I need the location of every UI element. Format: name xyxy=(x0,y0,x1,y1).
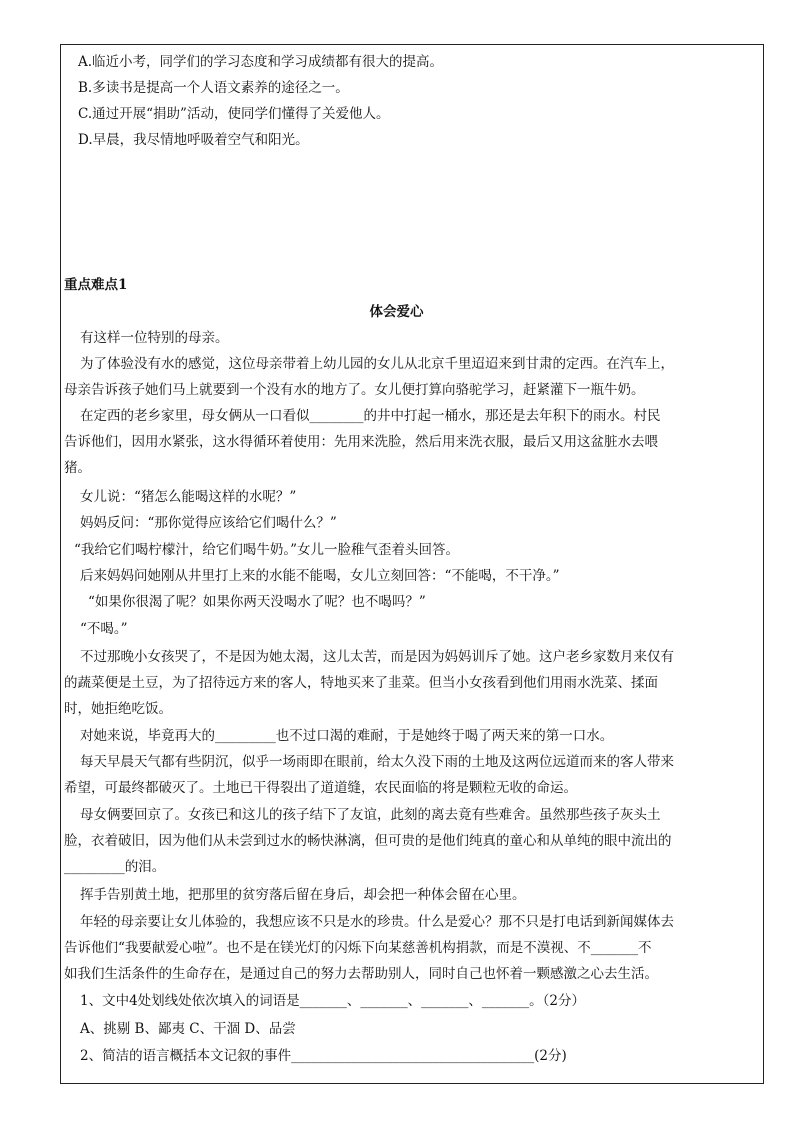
question-1: 1、文中4处划线处依次填入的词语是_______、_______、_______、_______。（2分） xyxy=(80,993,586,1009)
paragraph-line: 母亲告诉孩子她们马上就要到一个没有水的地方了。女儿便打算向骆驼学习，赶紧灌下一瓶牛奶。 xyxy=(64,382,645,398)
paragraph-line: 脸，衣着破旧，因为他们从未尝到过水的畅快淋漓，但可贵的是他们纯真的童心和从单纯的眼中流出的 xyxy=(64,833,672,849)
option-d: D.早晨，我尽情地呼吸着空气和阳光。 xyxy=(78,132,309,148)
paragraph-line: “如果你很渴了呢？如果你两天没喝水了呢？也不喝吗？” xyxy=(88,594,426,610)
paragraph-line: 时，她拒绝吃饭。 xyxy=(64,701,172,717)
paragraph-line: “不喝。” xyxy=(80,621,128,637)
section-label: 重点难点1 xyxy=(64,277,128,293)
option-a: A.临近小考，同学们的学习态度和学习成绩都有很大的提高。 xyxy=(78,54,444,70)
paragraph-line: 对她来说，毕竟再大的_________也不过口渴的难耐，于是她终于喝了两天来的第一口水。 xyxy=(80,728,614,744)
paragraph-line: 告诉他们“我要献爱心啦”。也不是在镁光灯的闪烁下向某慈善机构捐款，而是不漠视、不_______不 xyxy=(64,940,652,956)
paragraph-line: 每天早晨天气都有些阴沉，似乎一场雨即在眼前，给太久没下雨的土地及这两位远道而来的客人带来 xyxy=(80,754,674,770)
paragraph-line: 年轻的母亲要让女儿体验的，我想应该不只是水的珍贵。什么是爱心？那不只是打电话到新闻媒体去 xyxy=(80,914,674,930)
paragraph-line: 希望，可最终都破灭了。土地已干得裂出了道道缝，农民面临的将是颗粒无收的命运。 xyxy=(64,780,577,796)
paragraph-line: 在定西的老乡家里，母女俩从一口看似________的井中打起一桶水，那还是去年积下的雨水。村民 xyxy=(80,408,661,424)
paragraph-line: 挥手告别黄土地，把那里的贫穷落后留在身后，却会把一种体会留在心里。 xyxy=(80,887,526,903)
paragraph-line: 如我们生活条件的生命存在，是通过自己的努力去帮助别人，同时自己也怀着一颗感激之心去生活。 xyxy=(64,966,658,982)
question-2: 2、简洁的语言概括本文记叙的事件____________________________________(2分) xyxy=(80,1048,567,1064)
paragraph-line: _________的泪。 xyxy=(64,859,166,875)
option-c: C.通过开展“捐助”活动，使同学们懂得了关爱他人。 xyxy=(78,106,390,122)
paragraph-line: 后来妈妈问她刚从井里打上来的水能不能喝，女儿立刻回答：“不能喝，不干净。” xyxy=(80,568,560,584)
paragraph-line: 不过那晚小女孩哭了，不是因为她太渴，这儿太苦，而是因为妈妈训斥了她。这户老乡家数月来仅有 xyxy=(80,649,674,665)
paragraph-line: 妈妈反问：“那你觉得应该给它们喝什么？” xyxy=(80,515,337,531)
paragraph-line: 的蔬菜便是土豆，为了招待远方来的客人，特地买来了韭菜。但当小女孩看到他们用雨水洗菜、揉面 xyxy=(64,675,658,691)
paragraph-line: 女儿说：“猪怎么能喝这样的水呢？” xyxy=(80,489,297,505)
paragraph-line: “我给它们喝柠檬汁，给它们喝牛奶。”女儿一脸稚气歪着头回答。 xyxy=(74,542,460,558)
question-1-choices: A、挑剔 B、鄙夷 C、干涸 D、品尝 xyxy=(80,1021,296,1037)
paragraph-line: 猪。 xyxy=(64,460,91,476)
paragraph-line: 为了体验没有水的感觉，这位母亲带着上幼儿园的女儿从北京千里迢迢来到甘肃的定西。在汽车上， xyxy=(80,356,674,372)
paragraph-line: 母女俩要回京了。女孩已和这儿的孩子结下了友谊，此刻的离去竟有些难舍。虽然那些孩子灰头土 xyxy=(80,807,661,823)
paragraph-line: 告诉他们，因用水紧张，这水得循环着使用：先用来洗脸，然后用来洗衣服，最后又用这盆脏水去喂 xyxy=(64,434,658,450)
option-b: B.多读书是提高一个人语文素养的途径之一。 xyxy=(78,80,349,96)
article-title: 体会爱心 xyxy=(369,304,424,320)
paragraph-line: 有这样一位特别的母亲。 xyxy=(80,330,229,346)
